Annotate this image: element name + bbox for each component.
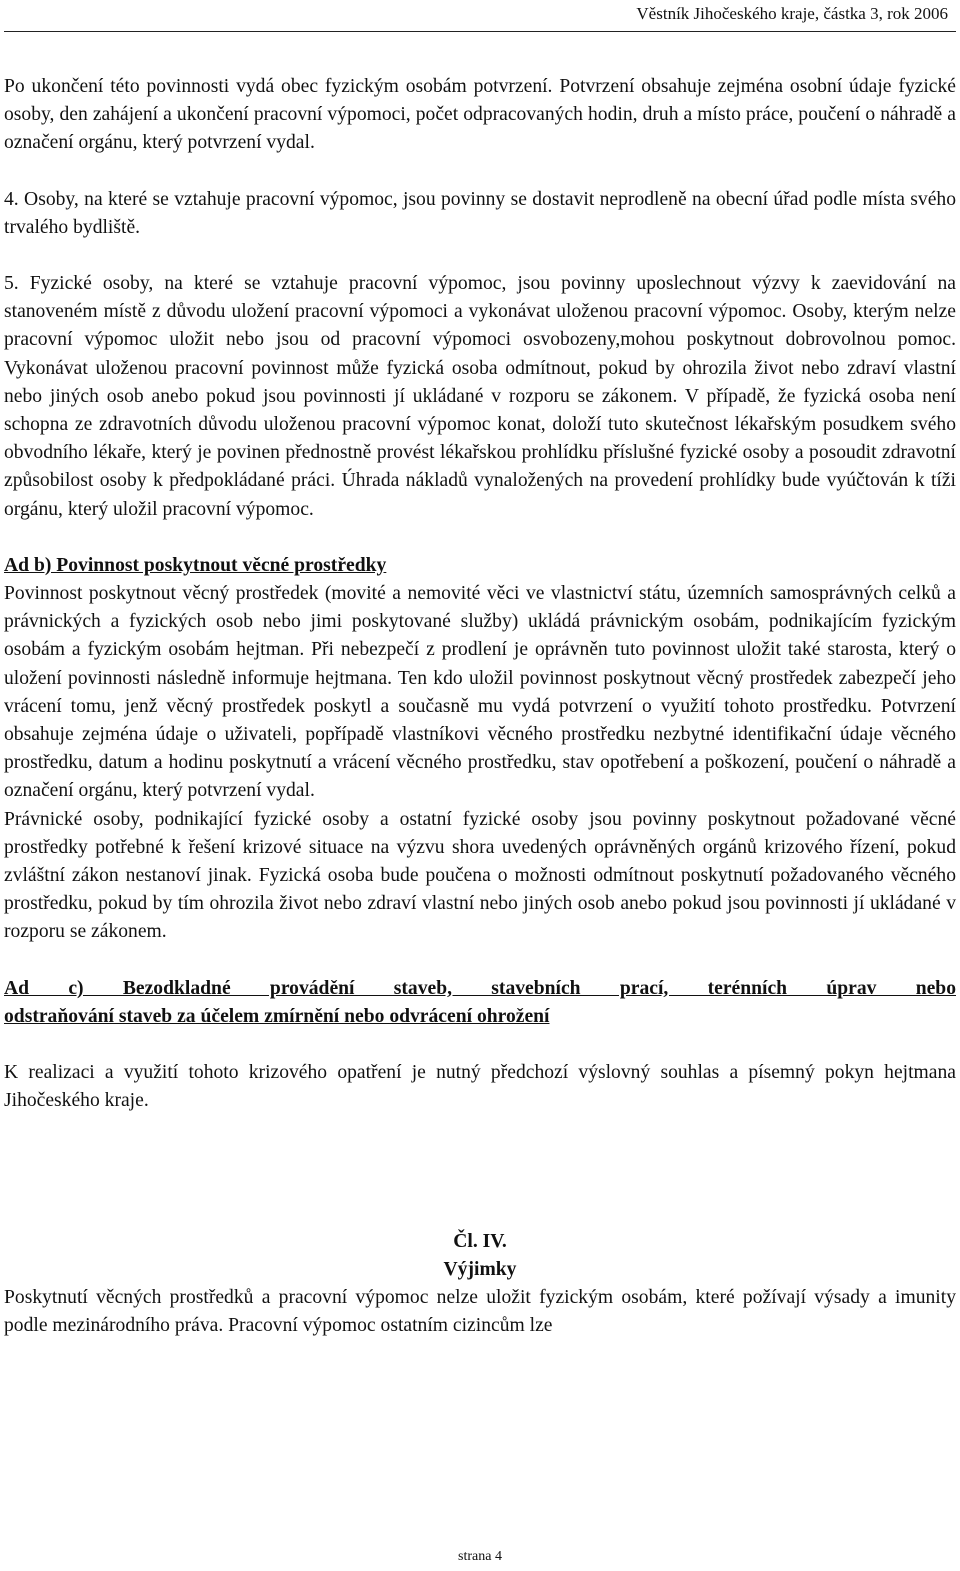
page-number: strana 4 [458,1549,502,1564]
article-number: Čl. IV. [453,1230,507,1252]
paragraph-4: 4. Osoby, na které se vztahuje pracovní výpomoc, jsou povinny se dostavit neprodleně na obecní úřad podle místa svého trvalého bydliště. [4,188,956,238]
section-c-heading-line-1: Ad c) Bezodkladné provádění staveb, stavebních prací, terénních úprav nebo [4,977,956,999]
article-paragraph: Poskytnutí věcných prostředků a pracovní výpomoc nelze uložit fyzickým osobám, které požívají výsady a imunity podle mezinárodního práva. Pracovní výpomoc ostatním cizincům lze [4,1286,956,1337]
page-header: Věstník Jihočeského kraje, částka 3, rok 2006 [636,4,948,23]
paragraph-5: 5. Fyzické osoby, na které se vztahuje pracovní výpomoc, jsou povinny uposlechnout výzvy k zaevidování na stanoveném místě z důvodu uložení pracovní výpomoci a vykonávat uloženou pracovní výpomoc. Osoby, kterým nelze pracovní výpomoc uložit nebo jsou od pracovní výpomoci osvobozeny,mohou poskytnout dobrovolnou pomoc. Vykonávat uloženou pracovní povinnost může fyzická osoba odmítnout, pokud by ohrozila život nebo zdraví vlastní nebo jiných osob anebo pokud jsou povinnosti jí ukládané v rozporu se zákonem. V případě, že fyzická osoba není schopna ze zdravotních důvodu uloženou pracovní výpomoc konat, doloží tuto skutečnost lékařským posudkem svého obvodního lékaře, který je povinen přednostně provést lékařskou prohlídku příslušné fyzické osoby a posoudit zdravotní způsobilost osoby k předpokládané práci. Úhrada nákladů vynaložených na provedení prohlídky bude vyúčtován k tíži orgánu, který uložil pracovní výpomoc. [4,273,956,520]
header-rule [4,31,956,32]
section-c-paragraph: K realizaci a využití tohoto krizového opatření je nutný předchozí výslovný souhlas a písemný pokyn hejtmana Jihočeského kraje. [4,1062,956,1112]
paragraph-confirmation: Po ukončení této povinnosti vydá obec fyzickým osobám potvrzení. Potvrzení obsahuje zejména osobní údaje fyzické osoby, den zahájení a ukončení pracovní výpomoci, počet odpracovaných hodin, druh a místo práce, poučení o náhradě a označení orgánu, který potvrzení vydal. [4,76,956,154]
section-b-heading: Ad b) Povinnost poskytnout věcné prostředky [4,554,387,576]
section-c-heading-line-2: odstraňování staveb za účelem zmírnění nebo odvrácení ohrožení [4,1005,550,1027]
section-b-paragraph-1: Povinnost poskytnout věcný prostředek (movité a nemovité věci ve vlastnictví státu, územních samosprávných celků a právnických a fyzických osob nebo jimi poskytované služby) ukládá právnickým osobám, podnikajícím fyzickým osobám a fyzickým osobám hejtman. Při nebezpečí z prodlení je oprávněn tuto povinnost uložit také starosta, který o uložení povinnosti následně informuje hejtmana. Ten kdo uložil povinnost poskytnout věcný prostředek zabezpečí jeho vrácení tomu, jenž věcný prostředek poskytl a současně mu vydá potvrzení o využití tohoto prostředku. Potvrzení obsahuje zejména údaje o uživateli, popřípadě vlastníkovi věcného prostředku nezbytné identifikační údaje věcného prostředku, datum a hodinu poskytnutí a vrácení věcného prostředku, stav opotřebení a poškození, poučení o náhradě a označení orgánu, který potvrzení vydal. [4,583,956,802]
article-title: Výjimky [443,1258,517,1280]
section-b-paragraph-2: Právnické osoby, podnikající fyzické osoby a ostatní fyzické osoby jsou povinny poskytnout požadované věcné prostředky potřebné k řešení krizové situace na výzvu shora uvedených oprávněných orgánů krizového řízení, pokud zvláštní zákon nestanoví jinak. Fyzická osoba bude poučena o možnosti odmítnout poskytnutí požadovaného věcného prostředku, pokud by tím ohrozila život nebo zdraví vlastní nebo jiných osob anebo pokud jsou povinnosti jí ukládané v rozporu se zákonem. [4,808,956,943]
document-body [4,73,956,1340]
